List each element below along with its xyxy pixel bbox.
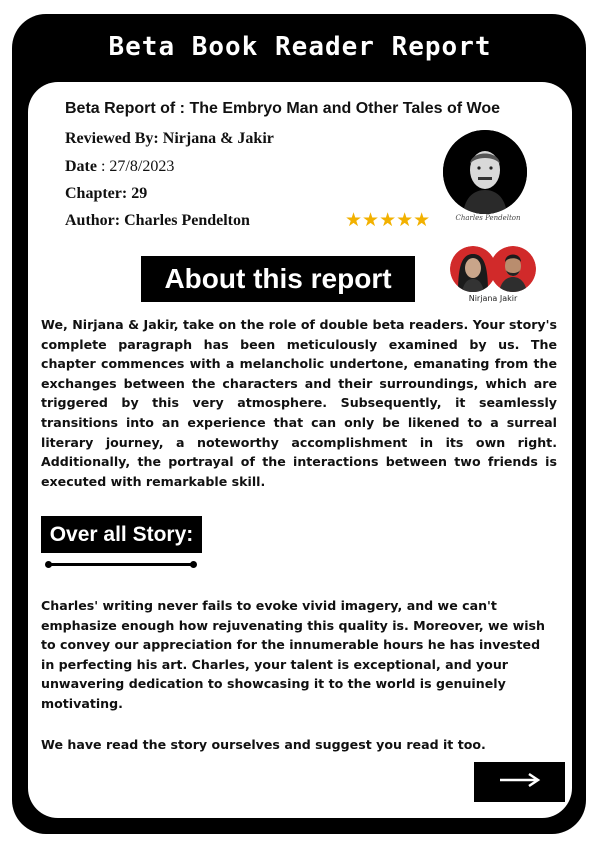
date-value: : 27/8/2023 <box>100 158 175 175</box>
author-row <box>65 212 250 230</box>
reviewer-names: Nirjana Jakir <box>468 294 518 303</box>
chapter-label: Chapter: <box>65 185 128 202</box>
next-page-button[interactable] <box>474 762 565 802</box>
closing-text: We have read the story ourselves and suggest you read it too. <box>41 737 486 752</box>
date-label: Date <box>65 158 97 175</box>
author-avatar <box>443 130 527 214</box>
report-title: Beta Report of : The Embryo Man and Other Tales of Woe <box>65 100 501 117</box>
section-divider <box>48 563 194 566</box>
reviewed-by-row <box>65 130 274 148</box>
reviewed-by-value: Nirjana & Jakir <box>162 130 274 147</box>
about-paragraph: We, Nirjana & Jakir, take on the role of double beta readers. Your story's complete paragraph has been meticulously examined by us. The chapter commences with a melancholic undertone, emanating from the exchanges between the characters and their surroundings, which are triggered by this very atmosphere. Subsequently, it seamlessly transitions into an experience that can only be likened to a surreal literary journey, a noteworthy accomplishment in its own right. Additionally, the portrayal of the interactions between two friends is executed with remarkable skill. <box>41 317 557 489</box>
author-signature: Charles Pendelton <box>455 214 521 222</box>
arrow-right-icon <box>498 772 542 792</box>
overall-paragraph: Charles' writing never fails to evoke vivid imagery, and we can't emphasize enough how rejuvenating this quality is. Moreover, we wish to convey our appreciation for the innumerable hours he has invested in perfecting his art. Charles, your talent is exceptional, and your unwavering dedication to showcasing it to the world is genuinely motivating. <box>41 598 546 711</box>
chapter-row <box>65 185 147 203</box>
chapter-value: 29 <box>131 185 148 202</box>
date-row <box>65 158 174 176</box>
reviewer-avatars <box>448 246 538 294</box>
author-label: Author: <box>65 212 121 229</box>
overall-heading: Over all Story: <box>41 516 202 553</box>
page-title: Beta Book Reader Report <box>108 32 492 62</box>
reviewer-avatar-jakir <box>490 246 536 292</box>
about-heading: About this report <box>141 256 415 302</box>
reviewed-by-label: Reviewed By: <box>65 130 159 147</box>
rating-stars: ★★★★★ <box>345 209 431 231</box>
author-value: Charles Pendelton <box>124 212 250 229</box>
